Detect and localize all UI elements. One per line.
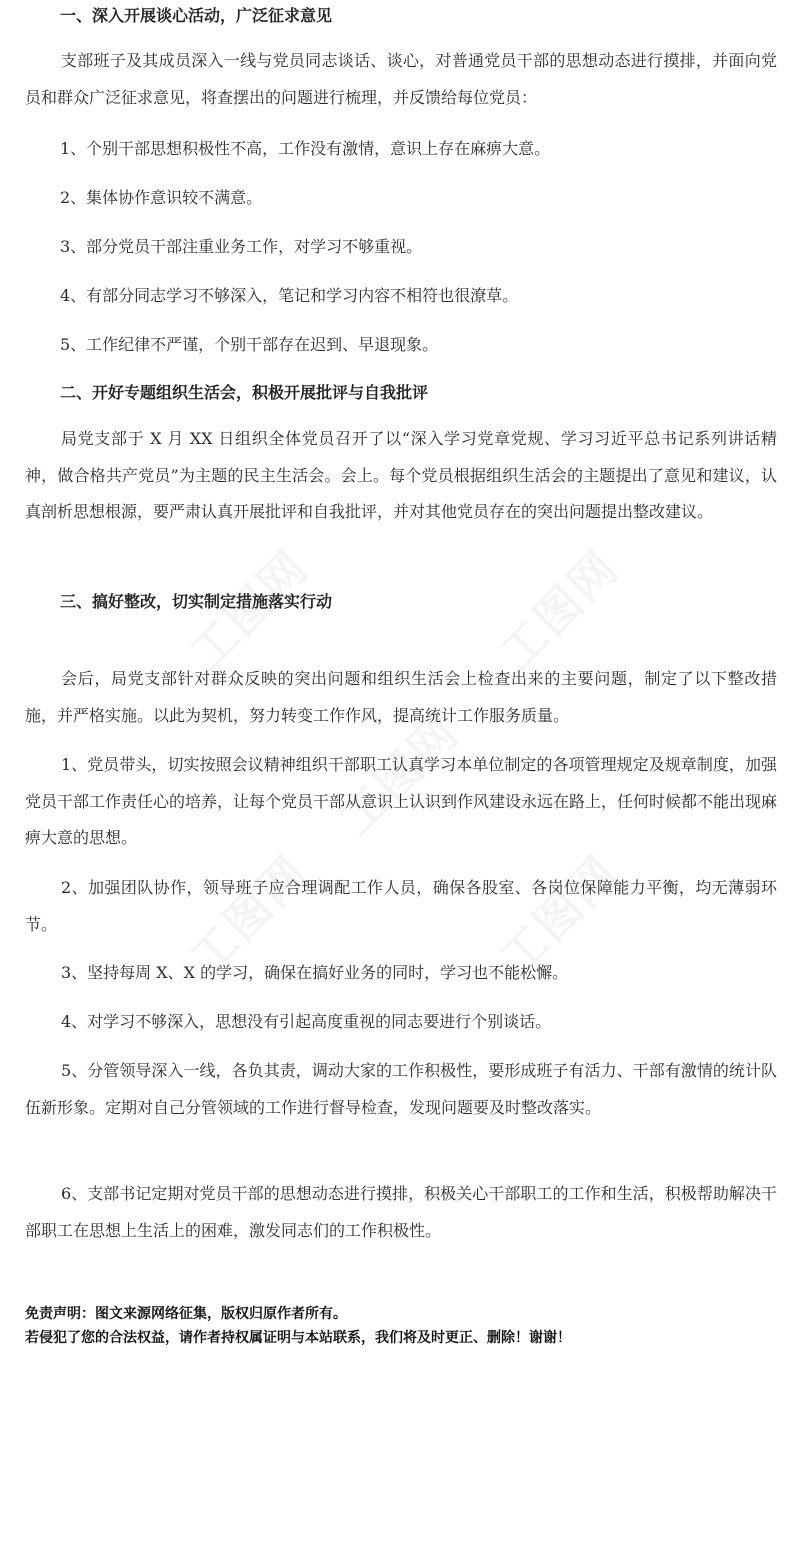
section2-body: 局党支部于 X 月 XX 日组织全体党员召开了以“深入学习党章党规、学习习近平总书记系列讲话精神，做合格共产党员”为主题的民主生活会。会上。每个党员根据组织生活会的主题提出了意见和建议，认真剖析思想根源，要严肃认真开展批评和自我批评，并对其他党员存在的突出问题提出整改建议。 — [25, 429, 777, 521]
section1-item: 1、个别干部思想积极性不高，工作没有激情，意识上存在麻痹大意。 — [60, 139, 551, 158]
section2-heading: 二、开好专题组织生活会，积极开展批评与自我批评 — [60, 383, 429, 402]
disclaimer-line: 若侵犯了您的合法权益，请作者持权属证明与本站联系，我们将及时更正、删除！谢谢！ — [25, 1330, 571, 1346]
section1-item: 4、有部分同志学习不够深入，笔记和学习内容不相符也很潦草。 — [60, 286, 519, 305]
section3-item: 2、加强团队协作，领导班子应合理调配工作人员，确保各股室、各岗位保障能力平衡，均无薄弱环节。 — [25, 878, 777, 934]
watermark — [483, 534, 631, 682]
disclaimer-line: 免责声明：图文来源网络征集，版权归原作者所有。 — [25, 1306, 347, 1322]
section3-item: 6、支部书记定期对党员干部的思想动态进行摸排，积极关心干部职工的工作和生活，积极帮助解决干部职工在思想上生活上的困难，激发同志们的工作积极性。 — [25, 1184, 777, 1240]
section1-item: 3、部分党员干部注重业务工作，对学习不够重视。 — [60, 237, 423, 256]
section3-item: 1、党员带头，切实按照会议精神组织干部职工认真学习本单位制定的各项管理规定及规章制度，加强党员干部工作责任心的培养，让每个党员干部从意识上认识到作风建设永远在路上，任何时候都不能出现麻痹大意的思想。 — [25, 755, 778, 847]
section3-item: 4、对学习不够深入，思想没有引起高度重视的同志要进行个别谈话。 — [61, 1012, 552, 1031]
section3-heading: 三、搞好整改，切实制定措施落实行动 — [60, 592, 333, 611]
section3-item: 5、分管领导深入一线，各负其责，调动大家的工作积极性，要形成班子有活力、干部有激情的统计队伍新形象。定期对自己分管领域的工作进行督导检查，发现问题要及时整改落实。 — [25, 1061, 777, 1117]
section1-heading: 一、深入开展谈心活动，广泛征求意见 — [60, 6, 333, 25]
section3-item: 3、坚持每周 X、X 的学习，确保在搞好业务的同时，学习也不能松懈。 — [61, 963, 569, 982]
section3-intro: 会后，局党支部针对群众反映的突出问题和组织生活会上检查出来的主要问题，制定了以下整改措施，并严格实施。以此为契机，努力转变工作作风，提高统计工作服务质量。 — [25, 669, 777, 725]
section1-item: 5、工作纪律不严谨，个别干部存在迟到、早退现象。 — [60, 335, 439, 354]
section1-intro: 支部班子及其成员深入一线与党员同志谈话、谈心，对普通党员干部的思想动态进行摸排，并面向党员和群众广泛征求意见，将查摆出的问题进行梳理，并反馈给每位党员： — [25, 51, 777, 107]
section1-item: 2、集体协作意识较不满意。 — [60, 188, 263, 207]
